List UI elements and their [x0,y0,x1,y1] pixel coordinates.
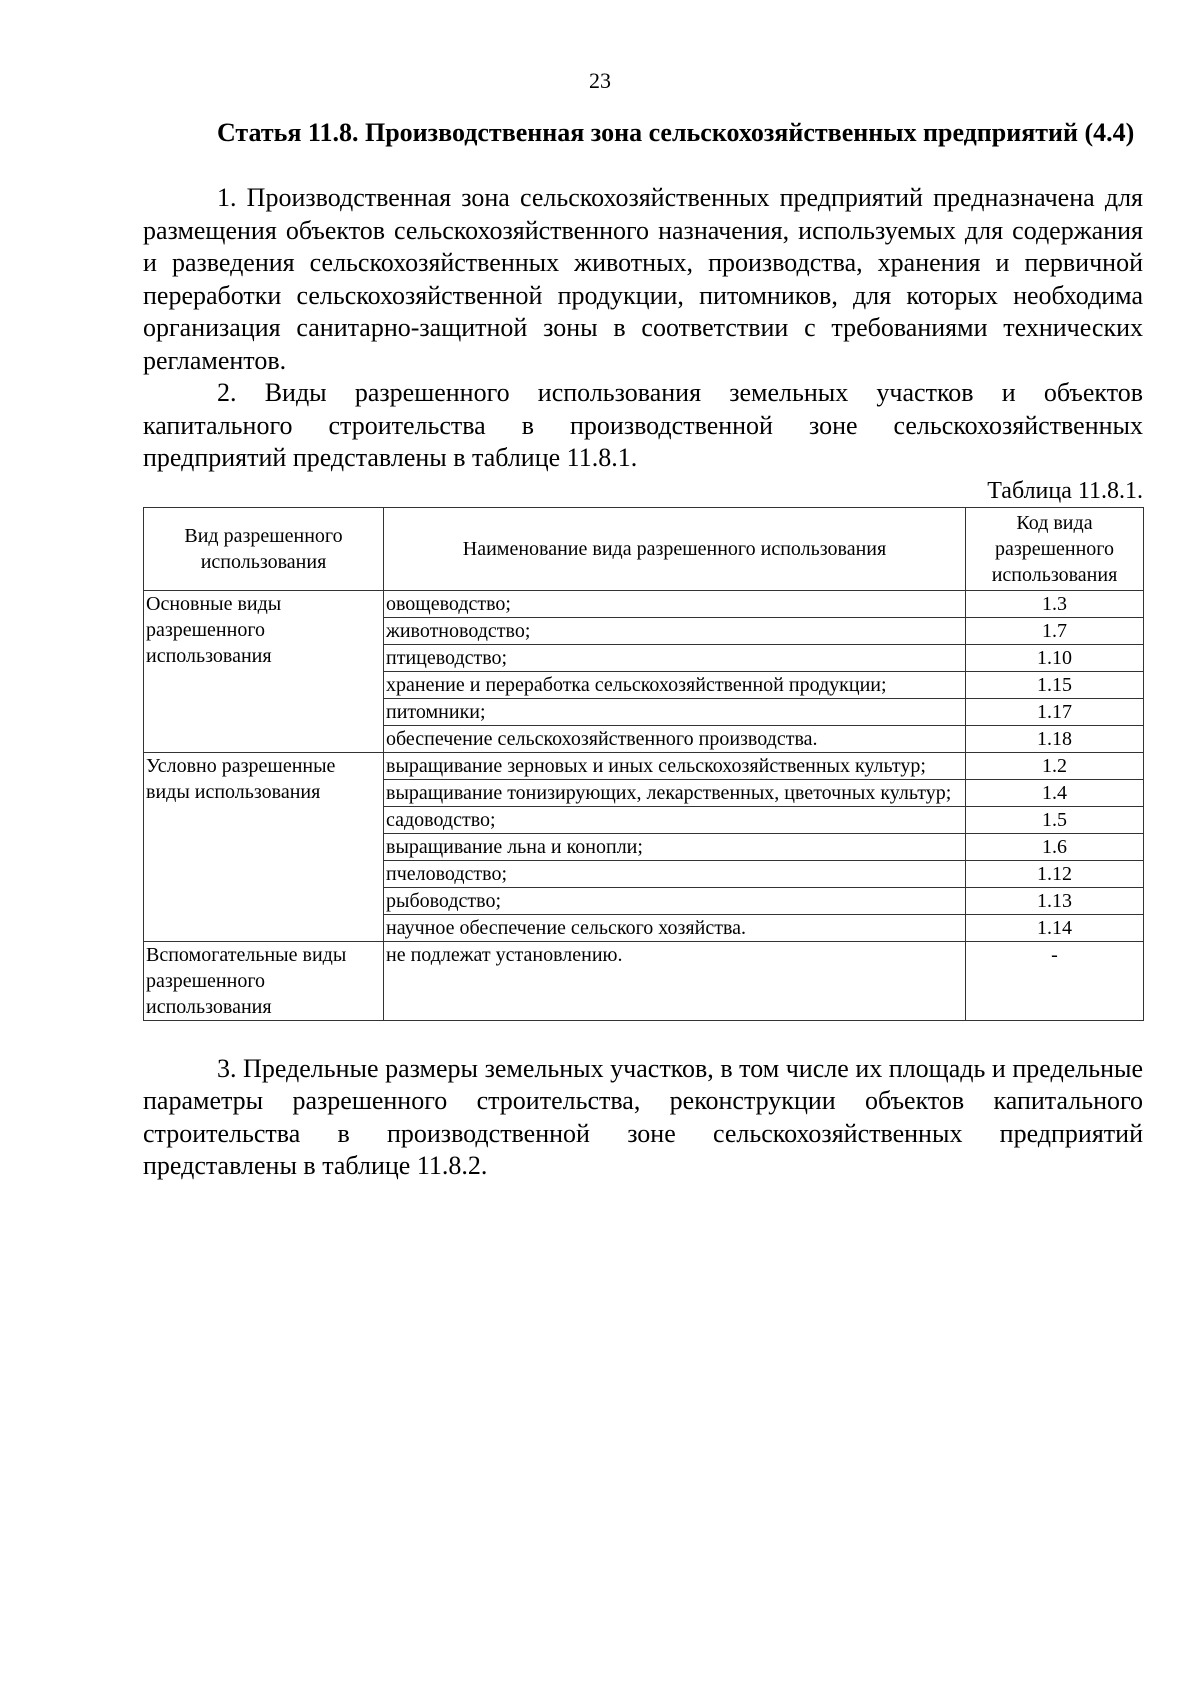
use-name-cell: выращивание зерновых и иных сельскохозяйственных культур; [384,752,966,779]
use-name-cell: рыбоводство; [384,887,966,914]
use-name-cell: птицеводство; [384,644,966,671]
paragraph-1: 1. Производственная зона сельскохозяйственных предприятий предназначена для размещения объектов сельскохозяйственного назначения, используемых для содержания и разведения сельскохозяйственных животных, производства, хранения и первичной переработки сельскохозяйственной продукции, питомников, для которых необходима организация санитарно-защитной зоны в соответствии с требованиями технических регламентов. [143,183,1143,375]
use-name-cell: научное обеспечение сельского хозяйства. [384,914,966,941]
header-use-type: Вид разрешенного использования [144,507,384,590]
use-name-cell: хранение и переработка сельскохозяйственной продукции; [384,671,966,698]
header-use-code: Код вида разрешенного использования [966,507,1144,590]
table-caption: Таблица 11.8.1. [987,477,1143,504]
permitted-use-table [143,507,1144,1021]
use-code-cell: 1.4 [966,779,1144,806]
group-label-auxiliary: Вспомогательные виды разрешенного использования [144,941,384,1020]
use-code-cell: 1.5 [966,806,1144,833]
paragraph-2: 2. Виды разрешенного использования земельных участков и объектов капитального строительства в производственной зоне сельскохозяйственных предприятий представлены в таблице 11.8.1. [143,378,1143,472]
table-row [144,752,1144,779]
use-code-cell: 1.2 [966,752,1144,779]
document-body [143,116,1143,1183]
group-label-conditional: Условно разрешенные виды использования [144,752,384,941]
use-code-cell: 1.13 [966,887,1144,914]
use-code-cell: 1.15 [966,671,1144,698]
use-code-cell: 1.18 [966,725,1144,752]
header-use-name: Наименование вида разрешенного использования [384,507,966,590]
use-code-cell: 1.10 [966,644,1144,671]
use-name-cell: не подлежат установлению. [384,941,966,1020]
use-name-cell: пчеловодство; [384,860,966,887]
use-name-cell: овощеводство; [384,590,966,617]
table-header-row [144,507,1144,590]
use-code-cell: 1.7 [966,617,1144,644]
use-code-cell: 1.12 [966,860,1144,887]
page-number: 23 [589,68,611,93]
use-code-cell: 1.3 [966,590,1144,617]
article-title: Статья 11.8. Производственная зона сельскохозяйственных предприятий (4.4) [217,118,1135,147]
use-code-cell: 1.6 [966,833,1144,860]
group-label-main: Основные виды разрешенного использования [144,590,384,752]
use-name-cell: обеспечение сельскохозяйственного производства. [384,725,966,752]
use-name-cell: животноводство; [384,617,966,644]
use-name-cell: выращивание льна и конопли; [384,833,966,860]
table-row [144,590,1144,617]
use-name-cell: питомники; [384,698,966,725]
use-code-cell: - [966,941,1144,1020]
paragraph-3: 3. Предельные размеры земельных участков, в том числе их площадь и предельные параметры разрешенного строительства, реконструкции объектов капитального строительства в производственной зоне сельскохозяйственных предприятий представлены в таблице 11.8.2. [143,1053,1143,1180]
use-code-cell: 1.17 [966,698,1144,725]
table-row [144,941,1144,1020]
use-code-cell: 1.14 [966,914,1144,941]
use-name-cell: выращивание тонизирующих, лекарственных, цветочных культур; [384,779,966,806]
use-name-cell: садоводство; [384,806,966,833]
